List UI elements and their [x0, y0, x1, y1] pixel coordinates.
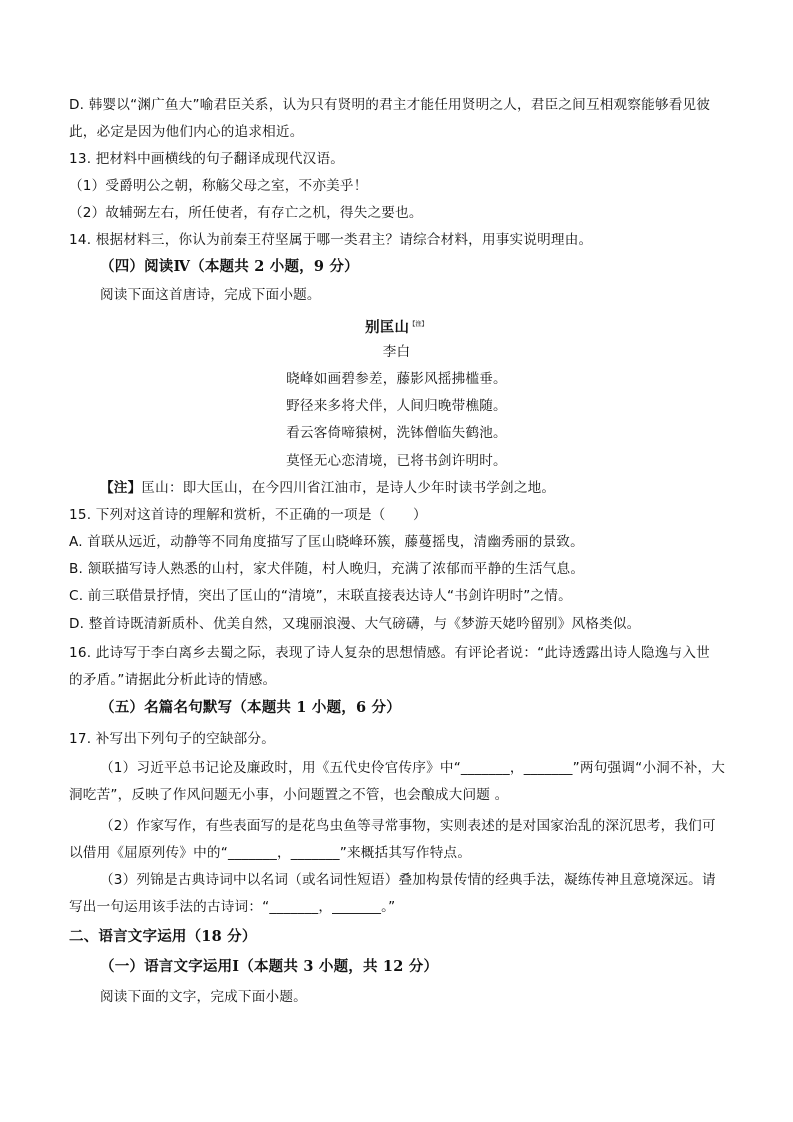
part-2-section-1-heading: （一）语言文字运用Ⅰ（本题共 3 小题，共 12 分）	[100, 958, 439, 975]
question-15: 15. 下列对这首诗的理解和赏析，不正确的一项是（ ）	[69, 507, 427, 523]
question-16-line1: 16. 此诗写于李白离乡去蜀之际，表现了诗人复杂的思想情感。有评论者说：“此诗透露出诗人隐逸与入世	[69, 645, 710, 661]
poem-author: 李白	[382, 344, 411, 360]
question-17-part1-line1: （1）习近平总书记论及廉政时，用《五代史伶官传序》中“_______，_______”两句强调“小洞不补，大	[100, 760, 726, 776]
part-2-heading: 二、语言文字运用（18 分）	[69, 928, 257, 945]
section-4-intro: 阅读下面这首唐诗，完成下面小题。	[100, 287, 321, 303]
question-15-option-a: A. 首联从远近，动静等不同角度描写了匡山晓峰环簇，藤蔓摇曳，清幽秀丽的景致。	[69, 534, 584, 550]
part-2-intro: 阅读下面的文字，完成下面小题。	[100, 989, 307, 1005]
q12-option-d-line1: D. 韩婴以“渊广鱼大”喻君臣关系，认为只有贤明的君主才能任用贤明之人，君臣之间互相观察能够看见彼	[69, 97, 711, 113]
question-16-line2: 的矛盾。”请据此分析此诗的情感。	[69, 672, 277, 688]
question-15-option-c: C. 前三联借景抒情，突出了匡山的“清境”，末联直接表达诗人“书剑许明时”之情。	[69, 588, 572, 604]
question-17-part3-line1: （3）列锦是古典诗词中以名词（或名词性短语）叠加构景传情的经典手法，凝练传神且意境深远。请	[100, 872, 716, 888]
poem-title: 别匡山$^{【注】}$	[365, 318, 428, 336]
poem-line-1: 晓峰如画碧参差，藤影风摇拂槛垂。	[286, 371, 507, 387]
question-13-part1: （1）受爵明公之朝，称觞父母之室，不亦美乎！	[69, 178, 368, 194]
section-4-heading: （四）阅读Ⅳ（本题共 2 小题，9 分）	[100, 258, 359, 275]
question-17-part2-line1: （2）作家写作，有些表面写的是花鸟虫鱼等寻常事物，实则表述的是对国家治乱的深沉思考，我们可	[100, 818, 716, 834]
question-17-part3-line2: 写出一句运用该手法的古诗词：“_______，_______。”	[69, 899, 396, 915]
poem-note-mark: 【注】	[409, 321, 428, 328]
question-17-part2-line2: 以借用《屈原列传》中的“_______，_______”来概括其写作特点。	[69, 845, 472, 861]
question-13: 13. 把材料中画横线的句子翻译成现代汉语。	[69, 151, 345, 167]
note-text: 匡山：即大匡山，在今四川省江油市，是诗人少年时读书学剑之地。	[141, 480, 556, 496]
question-15-option-d: D. 整首诗既清新质朴、优美自然，又瑰丽浪漫、大气磅礴，与《梦游天姥吟留别》风格类似。	[69, 616, 641, 632]
section-5-heading: （五）名篇名句默写（本题共 1 小题，6 分）	[100, 699, 401, 716]
poem-line-4: 莫怪无心恋清境，已将书剑许明时。	[286, 453, 507, 469]
question-15-option-b: B. 颔联描写诗人熟悉的山村，家犬伴随，村人晚归，充满了浓郁而平静的生活气息。	[69, 561, 585, 577]
poem-note	[100, 478, 555, 498]
poem-line-2: 野径来多将犬伴，人间归晚带樵随。	[286, 398, 507, 414]
question-17: 17. 补写出下列句子的空缺部分。	[69, 731, 276, 747]
note-tag: 【注】	[100, 480, 142, 496]
poem-line-3: 看云客倚啼猿树，洗钵僧临失鹤池。	[286, 425, 507, 441]
question-17-part1-line2: 洞吃苦”，反映了作风问题无小事，小问题置之不管，也会酿成大问题 。	[69, 787, 509, 803]
q12-option-d-line2: 此，必定是因为他们内心的追求相近。	[69, 124, 304, 140]
question-13-part2: （2）故辅弼左右，所任使者，有存亡之机，得失之要也。	[69, 205, 423, 221]
question-14: 14. 根据材料三，你认为前秦王苻坚属于哪一类君主？请综合材料，用事实说明理由。	[69, 232, 593, 248]
